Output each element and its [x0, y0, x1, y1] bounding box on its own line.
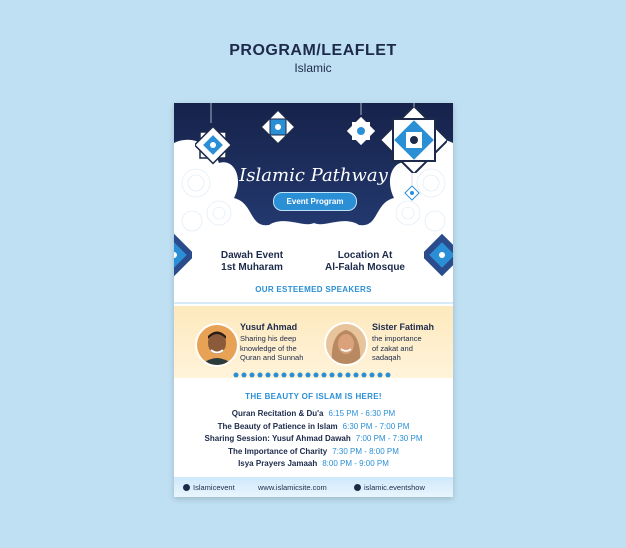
poster-footer	[174, 477, 453, 497]
speaker-description-line: sadaqah	[372, 353, 401, 362]
star-ornament-icon	[424, 233, 453, 277]
detail-line: Dawah Event	[220, 250, 284, 261]
leaflet-poster	[174, 103, 453, 497]
decorative-border	[232, 371, 394, 379]
schedule-item-time: 6:15 PM - 6:30 PM	[328, 409, 396, 418]
speakers-section	[174, 306, 453, 378]
schedule-item-name: Sharing Session: Yusuf Ahmad Dawah	[204, 434, 351, 443]
speaker-description	[240, 334, 320, 363]
detail-line: Location At	[337, 250, 393, 261]
speaker-description-line: of zakat and	[372, 343, 413, 353]
avatar	[195, 323, 239, 367]
star-ornament-icon	[174, 233, 192, 277]
website-text: www.islamicsite.com	[258, 483, 327, 492]
schedule-item	[174, 434, 453, 443]
schedule-item-name: Quran Recitation & Du'a	[231, 409, 324, 418]
star-ornament-icon	[195, 121, 231, 165]
star-ornament-icon	[404, 185, 420, 201]
speaker-description-line: knowledge of the	[240, 343, 297, 353]
speaker-name: Yusuf Ahmad	[240, 322, 298, 332]
schedule-item-time: 6:30 PM - 7:00 PM	[342, 422, 410, 431]
speaker-description-line: Sharing his deep	[240, 334, 297, 343]
page-title: PROGRAM/LEAFLET	[229, 42, 397, 59]
event-location-detail	[314, 250, 416, 274]
show-contact	[354, 483, 425, 492]
schedule-item-name: The Beauty of Patience in Islam	[217, 422, 338, 431]
instagram-contact	[183, 483, 235, 492]
speaker-description-line: the importance	[372, 334, 422, 343]
detail-line: Al-Falah Mosque	[324, 262, 405, 273]
speaker-name: Sister Fatimah	[372, 322, 435, 332]
event-program-badge: Event Program	[273, 192, 357, 211]
schedule-heading: THE BEAUTY OF ISLAM IS HERE!	[245, 392, 382, 401]
schedule-item	[174, 447, 453, 456]
schedule-item-time: 7:30 PM - 8:00 PM	[332, 447, 399, 456]
schedule-item	[174, 422, 453, 431]
schedule-item-name: Isya Prayers Jamaah	[238, 459, 318, 468]
schedule-item-time: 8:00 PM - 9:00 PM	[322, 459, 389, 468]
page-subtitle: Islamic	[294, 61, 332, 75]
speaker-description-line: Quran and Sunnah	[240, 353, 304, 362]
star-ornament-icon	[260, 109, 296, 145]
instagram-icon	[183, 484, 190, 491]
schedule-item	[174, 409, 453, 418]
divider	[174, 302, 453, 304]
schedule-item-name: The Importance of Charity	[228, 447, 328, 456]
avatar	[324, 322, 368, 366]
instagram-handle: Islamicevent	[193, 483, 235, 492]
detail-line: 1st Muharam	[221, 262, 283, 273]
show-handle: islamic.eventshow	[364, 483, 425, 492]
schedule-item	[174, 459, 453, 468]
event-date-detail	[204, 250, 300, 274]
event-title: Islamic Pathway	[239, 165, 388, 186]
ramadan-lantern-icon	[381, 107, 447, 173]
chat-icon	[354, 484, 361, 491]
speaker-description	[372, 334, 452, 363]
star-ornament-icon	[345, 115, 377, 147]
speakers-heading: OUR ESTEEMED SPEAKERS	[255, 285, 372, 294]
schedule-item-time: 7:00 PM - 7:30 PM	[355, 434, 423, 443]
